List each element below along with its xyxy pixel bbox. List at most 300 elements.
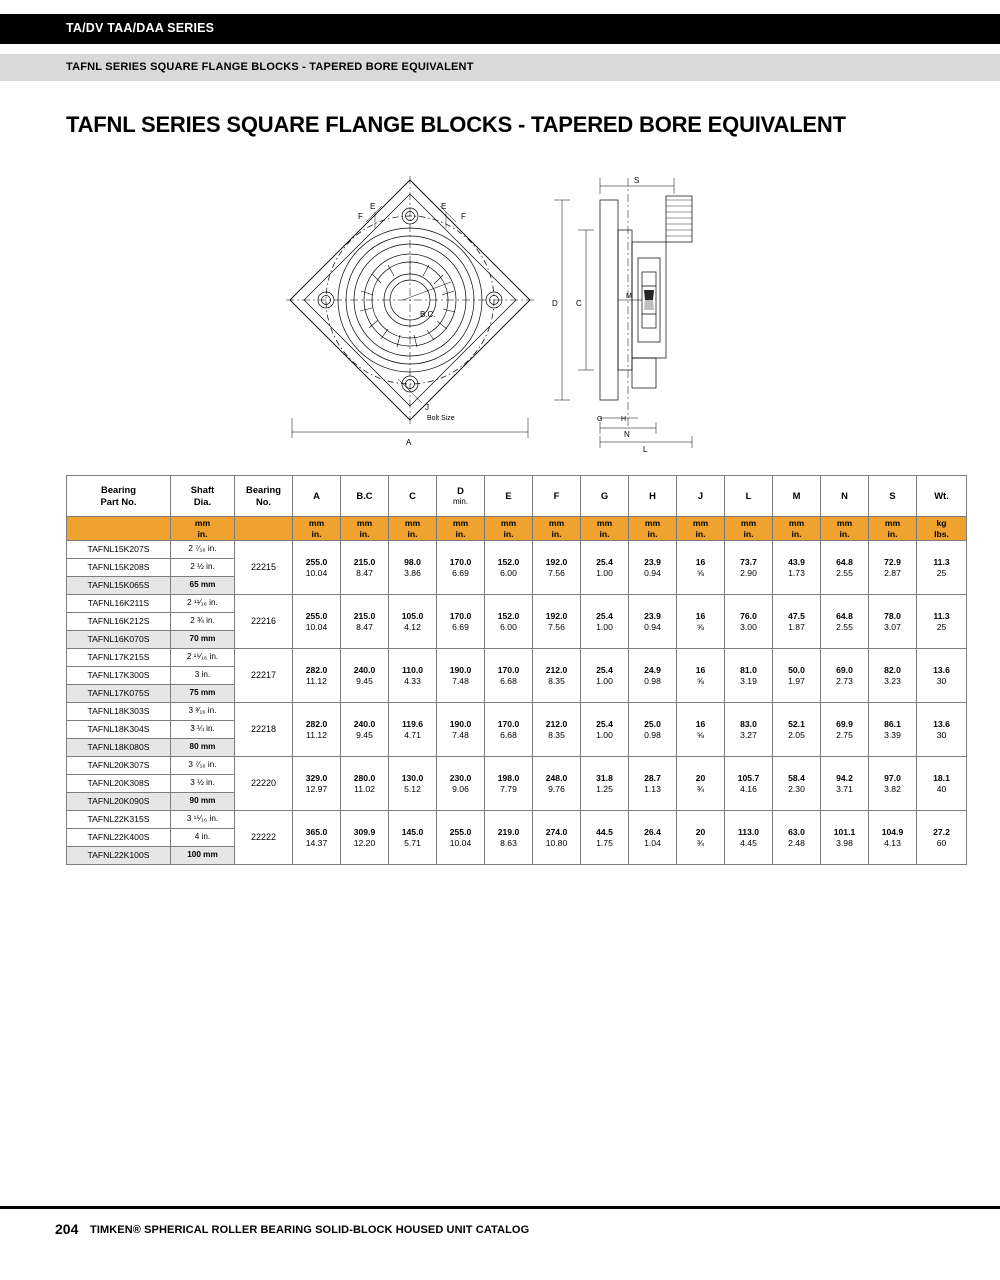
cell-dim-a — [293, 541, 341, 595]
cell-dim-bc — [341, 757, 389, 811]
table-row — [67, 595, 967, 613]
units-e-mm: mm — [500, 517, 517, 528]
dim-value-mm: 101.1 — [833, 826, 856, 837]
dim-value-mm: 240.0 — [353, 718, 376, 729]
dim-value-mm: 113.0 — [737, 826, 760, 837]
cell-weight — [917, 595, 967, 649]
dim-value-in: 9.76 — [548, 783, 565, 794]
cell-dim-s — [869, 541, 917, 595]
header-dim-a: A — [293, 476, 341, 517]
dim-value-mm: 69.0 — [836, 664, 853, 675]
cell-bearing-no: 22222 — [235, 811, 293, 865]
cell-part-no: TAFNL17K300S — [67, 667, 171, 685]
figure-label-j: J — [425, 403, 429, 412]
dim-value-in: 6.68 — [500, 729, 517, 740]
figure-label-h: H — [621, 416, 627, 423]
units-bc — [341, 517, 389, 541]
cell-dim-d — [437, 649, 485, 703]
dim-value-in: 7.56 — [548, 621, 565, 632]
dim-value-in: 2.05 — [788, 729, 805, 740]
dim-value-in: 10.80 — [545, 837, 568, 848]
dim-value-mm: 73.7 — [740, 556, 757, 567]
cell-dim-h — [629, 541, 677, 595]
cell-part-no: TAFNL15K207S — [67, 541, 171, 559]
dim-value-mm: 248.0 — [545, 772, 568, 783]
cell-dim-a — [293, 649, 341, 703]
cell-dim-g — [581, 757, 629, 811]
cell-dim-m — [773, 541, 821, 595]
header-dim-d-letter: D — [457, 485, 464, 497]
cell-shaft-dia: 3 ¼ in. — [171, 721, 235, 739]
dim-value-in: 3.23 — [884, 675, 901, 686]
units-d-mm: mm — [452, 517, 469, 528]
figure-label-c: C — [576, 299, 582, 308]
weight-kg: 13.6 — [933, 718, 950, 729]
dim-value-mm: 215.0 — [353, 556, 376, 567]
dim-value-mm: 25.4 — [596, 556, 613, 567]
header-bearing-no — [235, 476, 293, 517]
dim-value-in: 11.02 — [354, 783, 375, 794]
units-e-in: in. — [503, 528, 514, 539]
units-wt — [917, 517, 967, 541]
header-dim-j: J — [677, 476, 725, 517]
cell-part-no: TAFNL22K400S — [67, 829, 171, 847]
cell-dim-bc — [341, 649, 389, 703]
cell-shaft-dia: 80 mm — [171, 739, 235, 757]
dim-value-in: 7.79 — [500, 783, 517, 794]
cell-dim-c — [389, 649, 437, 703]
table-row — [67, 541, 967, 559]
dim-value-in: 1.00 — [596, 567, 613, 578]
units-d-in: in. — [455, 528, 466, 539]
dim-value-in: 9.06 — [452, 783, 469, 794]
dim-value-mm: 105.0 — [401, 610, 424, 621]
units-c-in: in. — [407, 528, 418, 539]
cell-part-no: TAFNL16K070S — [67, 631, 171, 649]
cell-dim-g — [581, 541, 629, 595]
dim-value-mm: 119.6 — [401, 718, 424, 729]
cell-dim-j — [677, 703, 725, 757]
dim-value-mm: 23.9 — [644, 610, 661, 621]
header-shaft-dia — [171, 476, 235, 517]
footer-rule — [0, 1206, 1000, 1209]
cell-part-no: TAFNL18K303S — [67, 703, 171, 721]
weight-lbs: 25 — [936, 621, 947, 632]
cell-dim-e — [485, 811, 533, 865]
units-a-in: in. — [311, 528, 322, 539]
cell-dim-h — [629, 649, 677, 703]
cell-dim-a — [293, 811, 341, 865]
dim-value-in: 4.71 — [404, 729, 421, 740]
dim-value-in: 0.98 — [644, 675, 661, 686]
dim-value-mm: 31.8 — [596, 772, 613, 783]
cell-dim-e — [485, 757, 533, 811]
cell-dim-e — [485, 541, 533, 595]
dim-value-in: 8.47 — [356, 567, 373, 578]
weight-lbs: 30 — [936, 675, 947, 686]
dim-value-in: 5.12 — [404, 783, 421, 794]
dim-value-mm: 16 — [695, 610, 706, 621]
cell-part-no: TAFNL17K215S — [67, 649, 171, 667]
cell-shaft-dia: 2 ¾ in. — [171, 613, 235, 631]
specification-table-container — [66, 475, 950, 865]
cell-dim-m — [773, 703, 821, 757]
figure-label-m: M — [626, 293, 632, 300]
dim-value-in: 11.12 — [306, 729, 327, 740]
dim-value-in: 6.69 — [452, 621, 469, 632]
dim-value-mm: 152.0 — [497, 610, 520, 621]
table-row — [67, 649, 967, 667]
units-g-mm: mm — [596, 517, 613, 528]
cell-dim-j — [677, 811, 725, 865]
cell-dim-m — [773, 811, 821, 865]
header-dim-g: G — [581, 476, 629, 517]
cell-dim-c — [389, 541, 437, 595]
cell-dim-bc — [341, 703, 389, 757]
units-d — [437, 517, 485, 541]
footer-catalog-text: TIMKEN® SPHERICAL ROLLER BEARING SOLID-BLOCK HOUSED UNIT CATALOG — [90, 1224, 530, 1236]
cell-dim-n — [821, 703, 869, 757]
cell-dim-s — [869, 649, 917, 703]
units-s-mm: mm — [884, 517, 901, 528]
units-l — [725, 517, 773, 541]
dim-value-mm: 58.4 — [788, 772, 805, 783]
cell-dim-c — [389, 811, 437, 865]
dim-value-mm: 192.0 — [545, 610, 568, 621]
units-blank-part — [67, 517, 171, 541]
cell-dim-d — [437, 595, 485, 649]
dim-value-mm: 20 — [695, 826, 706, 837]
dim-value-mm: 43.9 — [788, 556, 805, 567]
cell-dim-m — [773, 595, 821, 649]
dim-value-in: 7.48 — [452, 675, 469, 686]
header-dim-m: M — [773, 476, 821, 517]
cell-dim-d — [437, 757, 485, 811]
dim-value-mm: 52.1 — [788, 718, 805, 729]
dim-value-mm: 145.0 — [401, 826, 424, 837]
units-l-mm: mm — [740, 517, 757, 528]
dim-value-mm: 104.9 — [881, 826, 904, 837]
dim-value-in: 2.73 — [836, 675, 853, 686]
units-h-mm: mm — [644, 517, 661, 528]
cell-dim-n — [821, 811, 869, 865]
dim-value-in: 3.27 — [740, 729, 757, 740]
figure-label-d: D — [552, 299, 558, 308]
dim-value-mm: 86.1 — [884, 718, 901, 729]
cell-dim-l — [725, 703, 773, 757]
header-weight: Wt. — [917, 476, 967, 517]
cell-weight — [917, 541, 967, 595]
figure-label-f2: F — [461, 212, 466, 221]
dim-value-in: 1.00 — [596, 729, 613, 740]
dim-value-mm: 25.4 — [596, 664, 613, 675]
cell-shaft-dia: 3 in. — [171, 667, 235, 685]
cell-dim-f — [533, 703, 581, 757]
cell-shaft-dia: 2 ¹¹⁄₁₆ in. — [171, 595, 235, 613]
cell-dim-n — [821, 541, 869, 595]
dim-value-in: 8.47 — [356, 621, 373, 632]
dim-value-in: ¾ — [696, 783, 705, 794]
cell-dim-c — [389, 757, 437, 811]
weight-kg: 13.6 — [933, 664, 950, 675]
dim-value-mm: 82.0 — [884, 664, 901, 675]
dim-value-in: 2.75 — [836, 729, 853, 740]
units-m-mm: mm — [788, 517, 805, 528]
dim-value-in: 2.55 — [836, 621, 853, 632]
dim-value-mm: 282.0 — [305, 718, 328, 729]
units-j — [677, 517, 725, 541]
cell-dim-h — [629, 595, 677, 649]
dim-value-in: 9.45 — [356, 675, 373, 686]
dim-value-in: 6.00 — [500, 567, 517, 578]
cell-dim-h — [629, 757, 677, 811]
weight-kg: 11.3 — [933, 556, 950, 567]
figure-label-bolt-size: Bolt Size — [427, 415, 455, 422]
units-a-mm: mm — [308, 517, 325, 528]
footer-page-number: 204 — [55, 1221, 79, 1237]
cell-part-no: TAFNL20K308S — [67, 775, 171, 793]
dim-value-mm: 25.0 — [644, 718, 661, 729]
header-part-no-line2: Part No. — [100, 496, 137, 507]
dim-value-in: 1.13 — [644, 783, 661, 794]
weight-lbs: 30 — [936, 729, 947, 740]
dim-value-mm: 219.0 — [497, 826, 520, 837]
dim-value-in: 1.00 — [596, 621, 613, 632]
cell-dim-h — [629, 703, 677, 757]
weight-lbs: 25 — [936, 567, 947, 578]
header-shaft-line1: Shaft — [190, 484, 215, 496]
cell-dim-f — [533, 541, 581, 595]
cell-bearing-no: 22217 — [235, 649, 293, 703]
weight-kg: 11.3 — [933, 610, 950, 621]
units-m-in: in. — [791, 528, 802, 539]
dim-value-mm: 255.0 — [305, 556, 328, 567]
dim-value-mm: 255.0 — [449, 826, 472, 837]
page-title: TAFNL SERIES SQUARE FLANGE BLOCKS - TAPERED BORE EQUIVALENT — [66, 112, 846, 137]
cell-dim-j — [677, 757, 725, 811]
units-shaft-in: in. — [197, 528, 208, 539]
cell-bearing-no: 22220 — [235, 757, 293, 811]
weight-kg: 18.1 — [933, 772, 950, 783]
dim-value-in: 2.87 — [884, 567, 901, 578]
table-row — [67, 811, 967, 829]
dim-value-mm: 25.4 — [596, 718, 613, 729]
cell-shaft-dia: 3 ³⁄₁₆ in. — [171, 703, 235, 721]
units-c — [389, 517, 437, 541]
cell-dim-l — [725, 811, 773, 865]
dim-value-in: 14.37 — [305, 837, 328, 848]
dim-value-mm: 190.0 — [449, 718, 472, 729]
units-bc-in: in. — [359, 528, 370, 539]
units-shaft-mm: mm — [194, 517, 211, 528]
cell-dim-j — [677, 649, 725, 703]
cell-part-no: TAFNL15K065S — [67, 577, 171, 595]
dim-value-in: 12.97 — [305, 783, 328, 794]
units-wt-kg: kg — [936, 517, 947, 528]
figure-label-e1: E — [370, 202, 376, 211]
dim-value-in: 1.97 — [788, 675, 805, 686]
header-dim-n: N — [821, 476, 869, 517]
dim-value-in: 1.00 — [596, 675, 613, 686]
cell-dim-h — [629, 811, 677, 865]
dim-value-in: ⅝ — [696, 621, 705, 632]
table-units-row — [67, 517, 967, 541]
dim-value-in: 1.87 — [788, 621, 805, 632]
units-n — [821, 517, 869, 541]
table-row — [67, 757, 967, 775]
cell-bearing-no: 22216 — [235, 595, 293, 649]
cell-dim-g — [581, 811, 629, 865]
units-e — [485, 517, 533, 541]
dim-value-mm: 98.0 — [404, 556, 421, 567]
cell-weight — [917, 703, 967, 757]
cell-dim-l — [725, 757, 773, 811]
dim-value-mm: 212.0 — [545, 718, 568, 729]
cell-shaft-dia: 3 ¹⁵⁄₁₆ in. — [171, 811, 235, 829]
cell-part-no: TAFNL20K307S — [67, 757, 171, 775]
cell-dim-s — [869, 811, 917, 865]
units-l-in: in. — [743, 528, 754, 539]
dim-value-in: 11.12 — [306, 675, 327, 686]
header-dim-c: C — [389, 476, 437, 517]
header-dim-s: S — [869, 476, 917, 517]
cell-weight — [917, 757, 967, 811]
dim-value-mm: 280.0 — [353, 772, 376, 783]
dim-value-in: 7.48 — [452, 729, 469, 740]
dim-value-in: 4.45 — [740, 837, 757, 848]
figure-label-e2: E — [441, 202, 447, 211]
cell-part-no: TAFNL17K075S — [67, 685, 171, 703]
figure-label-f1: F — [358, 212, 363, 221]
dim-value-mm: 255.0 — [305, 610, 328, 621]
dim-value-mm: 25.4 — [596, 610, 613, 621]
dim-value-in: 6.00 — [500, 621, 517, 632]
dim-value-in: 3.00 — [740, 621, 757, 632]
dim-value-mm: 170.0 — [449, 556, 472, 567]
dim-value-in: 8.35 — [548, 675, 565, 686]
dim-value-mm: 16 — [695, 556, 706, 567]
cell-dim-f — [533, 649, 581, 703]
dim-value-mm: 94.2 — [836, 772, 853, 783]
cell-shaft-dia: 3 ½ in. — [171, 775, 235, 793]
header-dim-f: F — [533, 476, 581, 517]
header-part-no — [67, 476, 171, 517]
weight-kg: 27.2 — [933, 826, 950, 837]
header-dim-l: L — [725, 476, 773, 517]
units-m — [773, 517, 821, 541]
units-h — [629, 517, 677, 541]
dim-value-mm: 47.5 — [788, 610, 805, 621]
dim-value-mm: 78.0 — [884, 610, 901, 621]
dim-value-in: 4.13 — [884, 837, 901, 848]
dim-value-in: 6.68 — [500, 675, 517, 686]
dim-value-in: 1.75 — [596, 837, 613, 848]
cell-shaft-dia: 2 ⁷⁄₁₆ in. — [171, 541, 235, 559]
cell-part-no: TAFNL15K208S — [67, 559, 171, 577]
dim-value-mm: 24.9 — [644, 664, 661, 675]
cell-dim-n — [821, 595, 869, 649]
dim-value-in: 10.04 — [449, 837, 472, 848]
dim-value-in: 4.33 — [404, 675, 421, 686]
dim-value-mm: 170.0 — [449, 610, 472, 621]
dim-value-mm: 63.0 — [788, 826, 805, 837]
table-body — [67, 541, 967, 865]
header-part-no-line1: Bearing — [101, 484, 136, 496]
dim-value-mm: 309.9 — [353, 826, 376, 837]
dim-value-in: 2.48 — [788, 837, 805, 848]
units-f — [533, 517, 581, 541]
units-shaft — [171, 517, 235, 541]
dim-value-mm: 16 — [695, 718, 706, 729]
cell-dim-l — [725, 595, 773, 649]
cell-dim-bc — [341, 541, 389, 595]
dim-value-in: 1.25 — [596, 783, 613, 794]
dim-value-mm: 64.8 — [836, 610, 853, 621]
dim-value-mm: 152.0 — [497, 556, 520, 567]
dim-value-in: ⅝ — [696, 567, 705, 578]
units-s-in: in. — [887, 528, 898, 539]
units-f-in: in. — [551, 528, 562, 539]
figure-label-s: S — [634, 176, 640, 185]
dim-value-mm: 72.9 — [884, 556, 901, 567]
dim-value-in: 12.20 — [353, 837, 376, 848]
cell-dim-m — [773, 649, 821, 703]
cell-dim-g — [581, 595, 629, 649]
units-n-in: in. — [839, 528, 850, 539]
cell-dim-bc — [341, 811, 389, 865]
dim-value-mm: 81.0 — [740, 664, 757, 675]
cell-shaft-dia: 3 ⁷⁄₁₆ in. — [171, 757, 235, 775]
dim-value-mm: 130.0 — [401, 772, 424, 783]
header-dim-e: E — [485, 476, 533, 517]
units-g — [581, 517, 629, 541]
cell-dim-f — [533, 757, 581, 811]
weight-lbs: 40 — [936, 783, 947, 794]
dim-value-mm: 230.0 — [449, 772, 472, 783]
units-j-in: in. — [695, 528, 706, 539]
cell-dim-d — [437, 811, 485, 865]
dim-value-in: 3.39 — [884, 729, 901, 740]
dim-value-in: ⅝ — [696, 729, 705, 740]
cell-dim-n — [821, 649, 869, 703]
dim-value-mm: 83.0 — [740, 718, 757, 729]
header-bearing-line2: No. — [255, 496, 272, 507]
dim-value-mm: 69.9 — [836, 718, 853, 729]
dim-value-in: 9.45 — [356, 729, 373, 740]
cell-part-no: TAFNL18K304S — [67, 721, 171, 739]
dim-value-in: 5.71 — [404, 837, 421, 848]
dim-value-mm: 198.0 — [497, 772, 520, 783]
header-dim-h: H — [629, 476, 677, 517]
units-j-mm: mm — [692, 517, 709, 528]
units-a — [293, 517, 341, 541]
dim-value-mm: 50.0 — [788, 664, 805, 675]
cell-dim-c — [389, 595, 437, 649]
cell-dim-f — [533, 811, 581, 865]
cell-dim-l — [725, 541, 773, 595]
units-g-in: in. — [599, 528, 610, 539]
cell-shaft-dia: 100 mm — [171, 847, 235, 865]
cell-dim-c — [389, 703, 437, 757]
figure-label-n: N — [624, 430, 630, 439]
section-subheader-text: TAFNL SERIES SQUARE FLANGE BLOCKS - TAPERED BORE EQUIVALENT — [66, 61, 474, 73]
dim-value-in: 8.63 — [500, 837, 517, 848]
cell-part-no: TAFNL18K080S — [67, 739, 171, 757]
units-s — [869, 517, 917, 541]
units-f-mm: mm — [548, 517, 565, 528]
dim-value-in: 2.90 — [740, 567, 757, 578]
dim-value-mm: 105.7 — [737, 772, 760, 783]
